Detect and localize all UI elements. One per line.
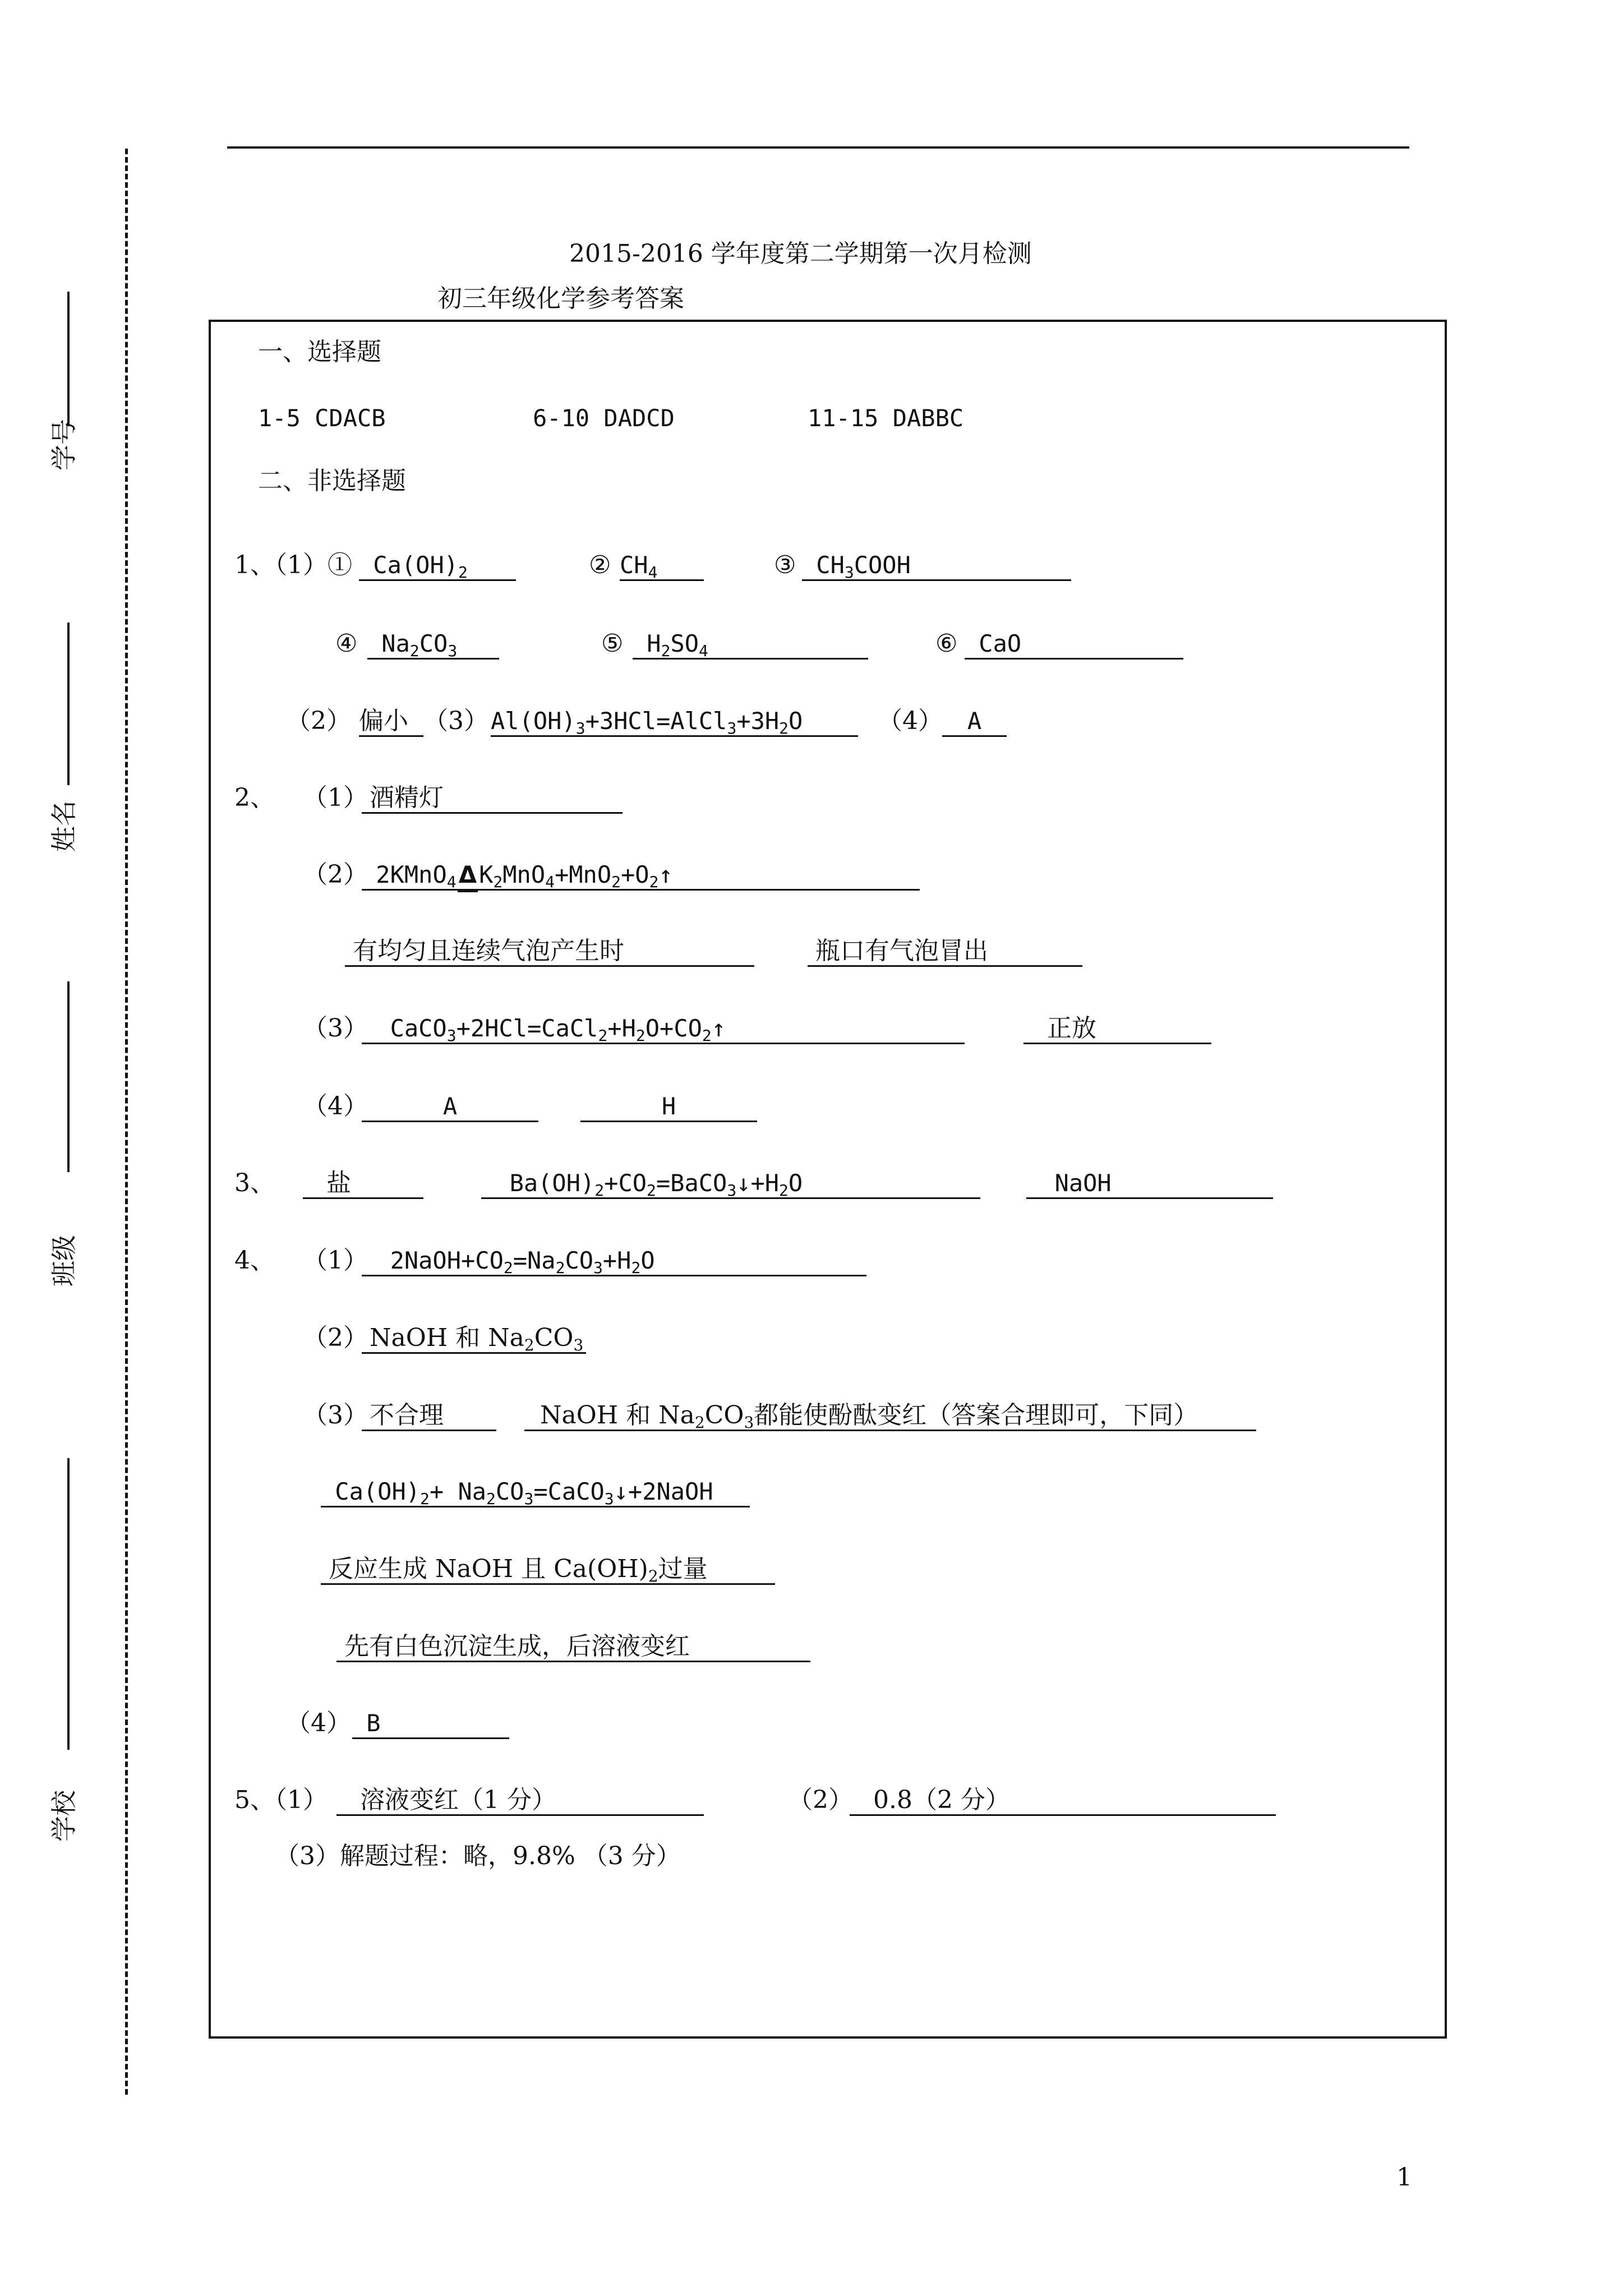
q2-part2-label: （2） — [303, 860, 368, 889]
q1-answer-4: $Na_2CO_3$ — [367, 628, 499, 660]
q1-marker-2: ② — [589, 551, 611, 579]
q4-part1-equation: $2NaOH+CO_2=Na_2CO_3+H_2O$ — [362, 1245, 866, 1276]
q1-part3-equation: $Al(OH)_3+3HCl=AlCl_3+3H_2O$ — [491, 706, 858, 737]
school-blank — [67, 1458, 70, 1750]
q1-part2-answer: 偏小 — [359, 706, 423, 737]
page-number: 1 — [1396, 2163, 1412, 2192]
q1-marker-6: ⑥ — [935, 629, 958, 658]
q1-answer-6: CaO — [965, 628, 1183, 660]
q4-part2-label: （2） — [303, 1324, 368, 1352]
q1-number: 1、（1）① — [234, 551, 352, 579]
q1-marker-5: ⑤ — [601, 629, 624, 658]
student-no-blank — [67, 292, 70, 426]
q2-part2-equation: 2KMnO$_4$Δ $K_2MnO_4+MnO_2+O_2↑$ — [362, 859, 920, 891]
q5-answer-1: 溶液变红（1 分） — [336, 1785, 704, 1816]
mc-answers-6-10: 6-10 DADCD — [533, 404, 675, 432]
q2-part2-answer-a: 有均匀且连续气泡产生时 — [345, 935, 754, 967]
q4-part3-answer-b: NaOH 和 $Na_2CO_3$都能使酚酞变红（答案合理即可，下同） — [524, 1400, 1256, 1431]
side-label-student-no: 学号 — [49, 419, 79, 471]
q5-number: 5、（1） — [234, 1786, 328, 1814]
q2-part3-equation: $CaCO_3+2HCl=CaCl_2+H_2O+CO_2↑$ — [362, 1013, 965, 1044]
q1-part2-label: （2） — [286, 707, 351, 735]
q2-part3-answer-b: 正放 — [1023, 1013, 1211, 1044]
q1-answer-3: $CH_3COOH$ — [802, 550, 1071, 581]
top-rule — [227, 146, 1409, 149]
q4-number: 4、 — [234, 1246, 275, 1275]
q1-part4-answer: A — [942, 706, 1007, 737]
side-label-name: 姓名 — [49, 800, 79, 852]
q1-part4-label: （4） — [878, 707, 943, 735]
q2-part4-answer-b: H — [580, 1091, 757, 1122]
q1-marker-3: ③ — [774, 551, 796, 579]
q4-part4-answer: B — [352, 1708, 509, 1739]
q3-answer-1: 盐 — [303, 1168, 423, 1199]
q4-part3-label: （3） — [303, 1401, 368, 1430]
page-title: 2015-2016 学年度第二学期第一次月检测 — [569, 239, 1032, 268]
side-label-school: 学校 — [49, 1790, 79, 1842]
name-blank — [67, 623, 70, 785]
q5-part2-label: （2） — [788, 1786, 853, 1814]
q1-answer-5: $H_2SO_4$ — [633, 628, 868, 660]
q2-part4-label: （4） — [303, 1092, 368, 1121]
q5-answer-2: 0.8（2 分） — [850, 1785, 1276, 1816]
q4-part3-line3: 反应生成 NaOH 且 $Ca(OH)_2$过量 — [321, 1553, 775, 1585]
q1-answer-1: $Ca(OH)_2$ — [359, 550, 516, 581]
mc-answers-1-5: 1-5 CDACB — [258, 404, 386, 432]
q4-part1-label: （1） — [303, 1246, 368, 1275]
section-title-nonchoice: 二、非选择题 — [258, 467, 406, 495]
q2-number: 2、 — [234, 783, 275, 812]
q1-part3-label: （3） — [423, 707, 488, 735]
q2-part3-label: （3） — [303, 1014, 368, 1043]
q2-part1-answer: 酒精灯 — [362, 782, 623, 814]
q4-part3-answer-a: 不合理 — [362, 1400, 496, 1431]
q1-marker-4: ④ — [335, 629, 358, 658]
q4-part3-equation: $Ca(OH)_2+$ $Na_2CO_3=CaCO_3↓+2NaOH$ — [321, 1476, 750, 1507]
q3-answer-2-equation: $Ba(OH)_2+CO_2=BaCO_3↓+H_2O$ — [481, 1168, 980, 1199]
q4-part3-line4: 先有白色沉淀生成，后溶液变红 — [336, 1631, 810, 1662]
q2-part4-answer-a: A — [362, 1091, 538, 1122]
binding-dashed-line — [125, 149, 128, 2095]
side-label-class: 班级 — [49, 1235, 79, 1287]
q2-part2-answer-b: 瓶口有气泡冒出 — [808, 935, 1082, 967]
class-blank — [67, 981, 70, 1172]
mc-answers-11-15: 11-15 DABBC — [808, 404, 964, 432]
section-title-choice: 一、选择题 — [258, 338, 381, 366]
q4-part4-label: （4） — [286, 1709, 351, 1737]
q4-part2-answer: NaOH 和 $Na_2CO_3$ — [362, 1322, 586, 1354]
q3-answer-3: NaOH — [1026, 1168, 1273, 1199]
q2-part1-label: （1） — [303, 783, 368, 812]
q5-part3: （3）解题过程：略，9.8% （3 分） — [275, 1842, 681, 1870]
q3-number: 3、 — [234, 1169, 275, 1197]
page-subtitle: 初三年级化学参考答案 — [437, 284, 684, 313]
q1-answer-2: $CH_4$ — [620, 550, 704, 581]
